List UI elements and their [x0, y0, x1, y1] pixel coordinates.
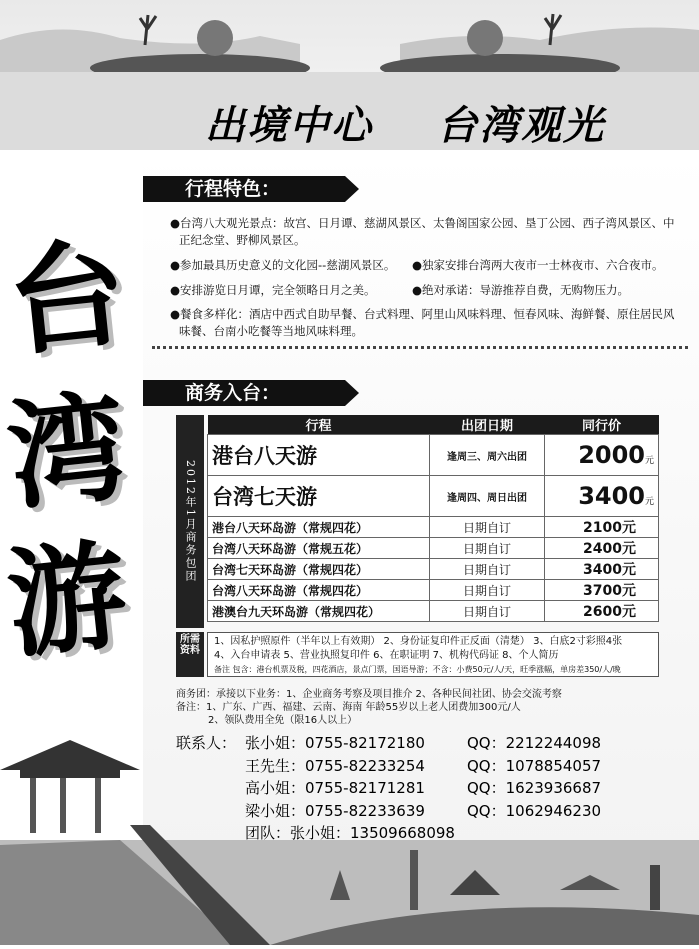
contact-qq: QQ：1623936687: [467, 779, 602, 797]
feature-item: ●参加最具历史意义的文化园--慈湖风景区。: [170, 258, 396, 272]
table-row: [208, 559, 659, 580]
tour-date: 日期自订: [430, 538, 545, 559]
contacts-label: 联系人：: [176, 734, 237, 752]
calligraphy-char-you: 游: [1, 524, 133, 675]
side-label-package: 2012年1月商务包团: [176, 415, 204, 628]
tour-price: 2000元: [545, 435, 659, 476]
tour-price: 3400元: [545, 559, 659, 580]
table-row: [208, 476, 659, 517]
tour-price: 3700元: [545, 580, 659, 601]
headline-outbound-center: 出境中心: [205, 102, 373, 149]
feature-item: 正纪念堂、野柳风景区。: [179, 233, 306, 247]
feature-item: ●台湾八大观光景点：故宫、日月谭、慈湖风景区、太鲁阁国家公园、垦丁公园、西子湾风景区、中: [170, 216, 675, 230]
contact-qq: QQ：1062946230: [467, 801, 602, 820]
tour-price: 2100元: [545, 517, 659, 538]
materials-note: 备注 包含：港台机票及税，四花酒店，景点门票，国语导游；不含：小费50元/人/天，旺季涨幅，单房差350/人/晚: [214, 665, 621, 674]
business-note: [176, 688, 562, 727]
column-header-route: 行程: [208, 415, 430, 435]
contact-qq: QQ：2212244098: [467, 734, 602, 752]
tour-name: 港澳台九天环岛游（常规四花）: [208, 601, 430, 622]
tour-name: 台湾七天游: [208, 476, 430, 517]
business-note-line: 2、领队费用全免（限16人以上）: [208, 715, 358, 726]
column-header-date: 出团日期: [430, 415, 545, 435]
feature-item: ●独家安排台湾两大夜市一士林夜市、六合夜市。: [412, 258, 664, 272]
calligraphy-char-wan: 湾: [1, 376, 133, 527]
tour-name: 港台八天环岛游（常规四花）: [208, 517, 430, 538]
calligraphy-char-tai: 台: [1, 222, 133, 373]
tour-date: 逢周三、周六出团: [430, 435, 545, 476]
tour-price: 2600元: [545, 601, 659, 622]
feature-item: ●安排游览日月谭，完全领略日月之美。: [170, 283, 376, 297]
tour-date: 日期自订: [430, 559, 545, 580]
feature-item: ●餐食多样化：酒店中西式自助早餐、台式料理、阿里山风味料理、恒春风味、海鲜餐、原住居民风: [170, 307, 675, 321]
business-title-bar: 商务入台：: [143, 380, 345, 406]
dotted-divider: [152, 346, 688, 349]
tour-name: 台湾七天环岛游（常规四花）: [208, 559, 430, 580]
contact-qq-list: [467, 732, 601, 822]
contact-person: 高小姐：0755-82171281: [245, 779, 425, 797]
tour-price: 3400元: [545, 476, 659, 517]
contact-person: 张小姐：0755-82172180: [245, 734, 425, 752]
features-title-bar: 行程特色：: [143, 176, 345, 202]
headline-taiwan-tour: 台湾观光: [437, 102, 605, 149]
materials-box: [207, 632, 659, 677]
materials-line: 4、入台申请表 5、营业执照复印件 6、在职证明 7、机构代码证 8、个人简历: [214, 650, 559, 661]
table-row: [208, 435, 659, 476]
table-row: [208, 538, 659, 559]
tour-date: 日期自订: [430, 601, 545, 622]
business-note-line: 备注：1、广东、广西、福建、云南、海南 年龄55岁以上老人团费加300元/人: [176, 702, 521, 713]
business-note-line: 商务团：承接以下业务：1、企业商务考察及项目推介 2、各种民间社团、协会交流考察: [176, 689, 562, 700]
tour-date: 逢周四、周日出团: [430, 476, 545, 517]
column-header-price: 同行价: [545, 415, 659, 435]
contact-qq: QQ：1078854057: [467, 756, 602, 775]
tour-name: 台湾八天环岛游（常规五花）: [208, 538, 430, 559]
materials-line: 1、因私护照原件（半年以上有效期） 2、身份证复印件正反面（清楚） 3、白底2寸彩照4张: [214, 636, 623, 647]
table-header-row: [208, 415, 659, 435]
contact-names: [245, 732, 455, 845]
contact-team: 团队：张小姐：13509668098: [245, 824, 455, 842]
tour-name: 港台八天游: [208, 435, 430, 476]
contact-person: 王先生：0755-82233254: [245, 756, 425, 775]
table-row: [208, 580, 659, 601]
tour-date: 日期自订: [430, 517, 545, 538]
feature-item: ●绝对承诺：导游推荐自费，无购物压力。: [412, 283, 630, 297]
table-row: [208, 601, 659, 622]
tour-name: 台湾八天环岛游（常规四花）: [208, 580, 430, 601]
table-row: [208, 517, 659, 538]
tour-price: 2400元: [545, 538, 659, 559]
tour-date: 日期自订: [430, 580, 545, 601]
tour-price-table: [207, 415, 659, 622]
materials-label: 所需资料: [176, 632, 204, 677]
feature-item: 味餐、台南小吃餐等当地风味料理。: [179, 324, 363, 338]
contact-person: 梁小姐：0755-82233639: [245, 801, 425, 820]
